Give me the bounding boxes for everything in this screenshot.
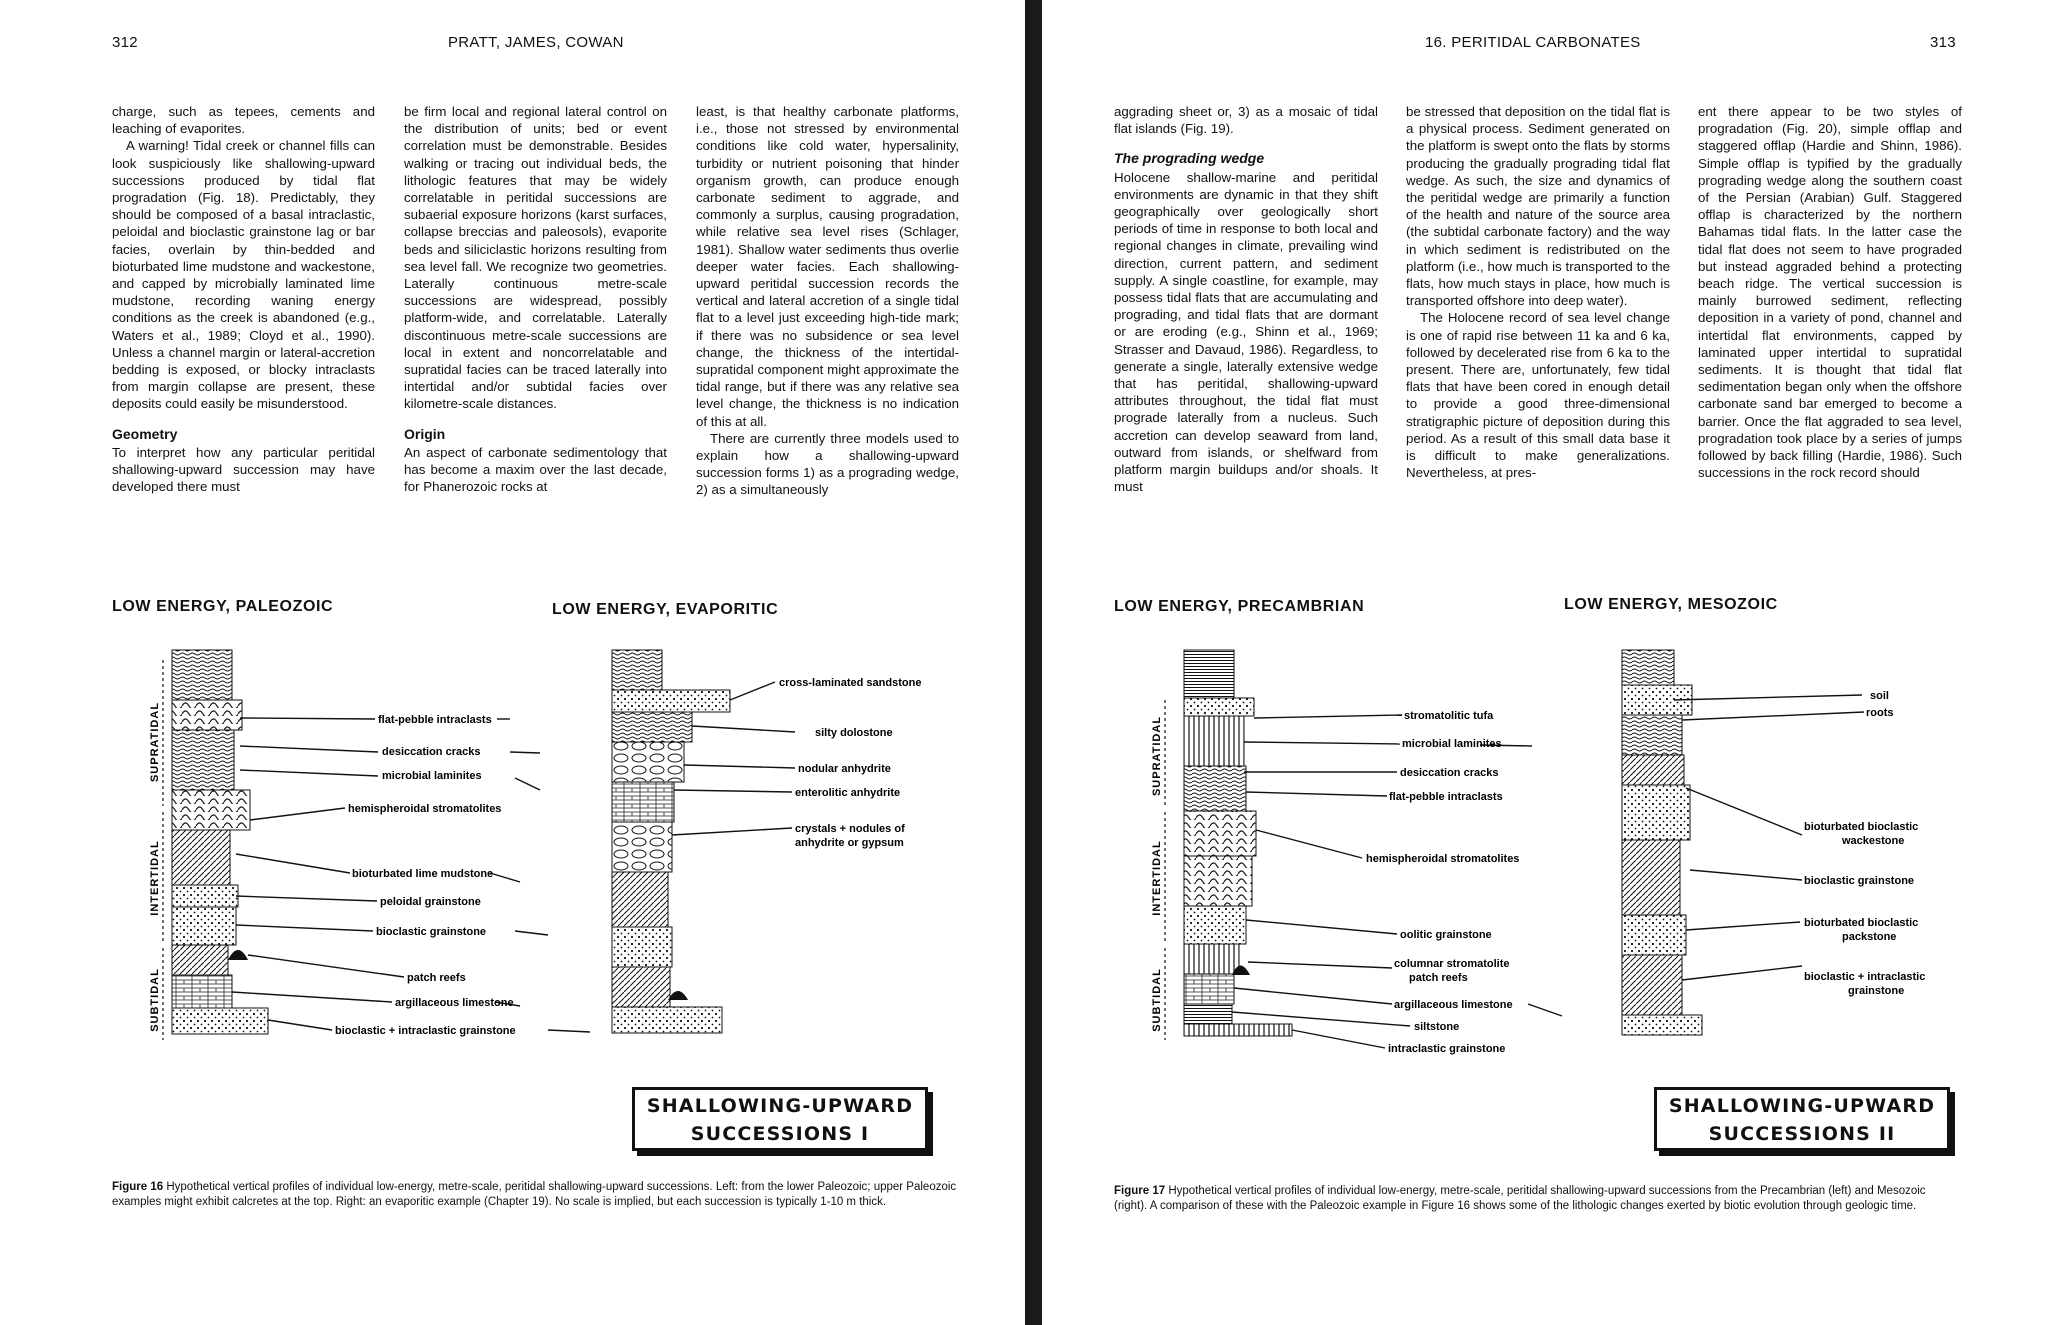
figure-label: crystals + nodules of — [795, 823, 905, 835]
paragraph: least, is that healthy carbonate platforms, i.e., those not stressed by environmental conditions like cold water, hypersalinity, turbidity or nutrient poisoning that hinder organism growth, can produce enough carbonate sediment to aggrade, and commonly a surplus, causing progradation, while relative sea level rises (Schlager, 1981). Shallow water sediments thus overlie deeper water facies. Each shallowing-upward peritidal succession records the vertical and lateral accretion of a single tidal flat to a level just exceeding high-tide mark; if there was no subsidence or sea level change, the thickness of the intertidal-supratidal component might approximate the tidal range, but if there was any relative sea level change, the thickness is no indication of this at all. — [696, 104, 959, 429]
page-number: 313 — [1930, 34, 1956, 51]
figure-label: bioclastic + intraclastic grainstone — [335, 1025, 516, 1037]
zone-label-supratidal: SUPRATIDAL — [149, 701, 161, 783]
running-head: 16. PERITIDAL CARBONATES — [1425, 34, 1641, 51]
paragraph: To interpret how any particular peritidal shallowing-upward succession may have developed there must — [112, 444, 375, 495]
running-head: PRATT, JAMES, COWAN — [448, 34, 624, 51]
zone-brackets — [1151, 700, 1165, 1040]
figure-label: oolitic grainstone — [1400, 929, 1492, 941]
paragraph: Holocene shallow-marine and peritidal environments are dynamic in that they shift geographically over geologically short periods of time in response to both local and regional changes in climate, prevailing wind direction, current pattern, and sediment supply. A single coastline, for example, may possess tidal flats that are accumulating and prograding, and tidal flats that are dormant or are eroding (e.g., Shinn et al., 1969; Strasser and Davaud, 1986). Regardless, to generate a single, laterally extensive wedge that has peritidal, shallowing-upward attributes throughout, the tidal flat must prograde laterally from a nucleus. Such accretion can develop seaward from land, outward from islands, or shelfward from platform margin buildups and/or shoals. It must — [1114, 169, 1378, 495]
right-page — [1042, 0, 2048, 1325]
zone-label-supratidal: SUPRATIDAL — [1151, 715, 1163, 797]
figure-label: bioturbated lime mudstone — [352, 868, 494, 880]
section-heading: The prograding wedge — [1114, 150, 1265, 167]
figure-label: bioturbated bioclastic — [1804, 821, 1919, 833]
figure-label: patch reefs — [407, 972, 466, 984]
figure-label: soil — [1870, 690, 1889, 702]
section-heading: Origin — [404, 425, 446, 442]
section-heading: Geometry — [112, 425, 178, 442]
paragraph: be stressed that deposition on the tidal flat is a physical process. Sediment generated on the platform is swept onto the flats by storms producing the gradually prograding tidal flat wedge. As such, the size and dynamics of the peritidal wedge are primarily a function of the health and nature of the source area (the subtidal carbonate factory) and the way in which sediment is redistributed on the platform (i.e., how much is transported to the flats, how much stays in place, how much is transported offshore into deep water). — [1406, 104, 1670, 309]
figure-title-line: SHALLOWING-UPWARD — [1668, 1095, 1936, 1117]
figure-label: argillaceous limestone — [395, 997, 514, 1009]
paragraph: charge, such as tepees, cements and leaching of evaporites. — [112, 104, 375, 137]
zone-brackets — [149, 660, 163, 1040]
figure-label: argillaceous limestone — [1394, 999, 1513, 1011]
figure-label: bioclastic grainstone — [376, 926, 487, 938]
text-column-2 — [1406, 103, 1670, 481]
figure-label: bioclastic grainstone — [1804, 875, 1915, 887]
paragraph: A warning! Tidal creek or channel fills can look suspiciously like shallowing-upward successions produced by tidal flat progradation (Fig. 18). Predictably, they should be composed of a basal intraclastic, peloidal and bioclastic grainstone lag or bar facies, overlain by thin-bedded and bioturbated lime mudstone and wackestone, and capped by microbially laminated lime mudstone, recording waning energy conditions as the creek is abandoned (e.g., Waters et al., 1989; Cloyd et al., 1990). Unless a channel margin or lateral-accretion bedding is exposed, or blocky intraclasts from margin collapse are present, these deposits could easily be misunderstood. — [112, 138, 375, 412]
figure-label: bioclastic + intraclastic — [1804, 971, 1926, 983]
figure-title-box — [632, 1087, 928, 1151]
text-column-1 — [112, 103, 375, 495]
zone-label-intertidal: INTERTIDAL — [1151, 840, 1163, 916]
figure-label: columnar stromatolite — [1394, 958, 1510, 970]
figure-title-line: SUCCESSIONS II — [1708, 1123, 1896, 1145]
text-column-2 — [404, 103, 667, 495]
figure-label: silty dolostone — [815, 727, 893, 739]
figure-title-line: SHALLOWING-UPWARD — [646, 1095, 914, 1117]
figure-label: packstone — [1842, 931, 1897, 943]
figure-panel-title: LOW ENERGY, PALEOZOIC — [112, 598, 334, 615]
figure-label: wackestone — [1842, 835, 1905, 847]
figure-title-line: SUCCESSIONS I — [690, 1123, 870, 1145]
figure-caption — [1114, 1184, 1960, 1213]
figure-label: hemispheroidal stromatolites — [348, 803, 502, 815]
page-number: 312 — [112, 34, 138, 51]
book-gutter — [1025, 0, 1042, 1325]
caption-label: Figure 16 — [112, 1181, 164, 1193]
figure-label: anhydrite or gypsum — [795, 837, 904, 849]
zone-label-subtidal: SUBTIDAL — [149, 968, 161, 1032]
paragraph: ent there appear to be two styles of progradation (Fig. 20), simple offlap and staggered offlap (Hardie and Shinn, 1986). Simple offlap is typified by the gradually prograding wedge along the southern coast of the Persian (Arabian) Gulf. Staggered offlap is characterized by the northern Bahamas tidal flats. In the latter case the tidal flat does not seem to have prograded but instead aggraded behind a protecting beach ridge. The vertical succession is mainly burrowed sediment, reflecting deposition in a variety of pond, channel and intertidal flat environments, capped by laminated upper intertidal to supratidal sediments. It is thought that tidal flat sedimentation began only when the offshore carbonate sand bar emerged to become a barrier. Once the flat aggraded to sea level, progradation took place by a series of jumps followed by back filling (Hardie, 1986). Such successions in the rock record should — [1698, 104, 1962, 481]
figure-label: microbial laminites — [1402, 738, 1502, 750]
figure-label: intraclastic grainstone — [1388, 1043, 1506, 1055]
figure-label: peloidal grainstone — [380, 896, 481, 908]
figure-label: flat-pebble intraclasts — [1389, 791, 1503, 803]
figure-panel-title: LOW ENERGY, EVAPORITIC — [552, 601, 779, 618]
stratigraphic-column-mesozoic — [1622, 650, 1702, 1035]
paragraph: aggrading sheet or, 3) as a mosaic of tidal flat islands (Fig. 19). — [1114, 104, 1378, 137]
figure-label: flat-pebble intraclasts — [378, 714, 492, 726]
figure-17-diagram — [1042, 620, 2048, 1080]
figure-label: desiccation cracks — [382, 746, 481, 758]
paragraph: The Holocene record of sea level change is one of rapid rise between 11 ka and 6 ka, followed by decelerated rise from 6 ka to the present. There are, unfortunately, few tidal flats that have been cored in enough detail to provide a good three-dimensional stratigraphic picture of deposition during this period. As a result of this small data base it is difficult to make generalizations. Nevertheless, at pres- — [1406, 310, 1670, 481]
text-column-3 — [1698, 103, 1962, 481]
stratigraphic-column-precambrian — [1184, 650, 1292, 1036]
figure-label: patch reefs — [1409, 972, 1468, 984]
figure-panel-title: LOW ENERGY, MESOZOIC — [1564, 596, 1778, 613]
paragraph: An aspect of carbonate sedimentology that has become a maxim over the last decade, for Phanerozoic rocks at — [404, 444, 667, 495]
text-column-3 — [696, 103, 959, 499]
figure-label: cross-laminated sandstone — [779, 677, 922, 689]
figure-label: grainstone — [1848, 985, 1905, 997]
figure-caption — [112, 1180, 958, 1209]
figure-label: hemispheroidal stromatolites — [1366, 853, 1520, 865]
stratigraphic-column-evaporitic — [612, 650, 730, 1033]
figure-title-box — [1654, 1087, 1950, 1151]
figure-label: enterolitic anhydrite — [795, 787, 901, 799]
figure-label: microbial laminites — [382, 770, 482, 782]
caption-label: Figure 17 — [1114, 1185, 1166, 1197]
figure-label: nodular anhydrite — [798, 763, 891, 775]
paragraph: There are currently three models used to explain how a shallowing-upward succession forms 1) as a prograding wedge, 2) as a simultaneously — [696, 430, 959, 498]
caption-text: Hypothetical vertical profiles of individual low-energy, metre-scale, peritidal shallowing-upward successions from the Precambrian (left) and Mesozoic (right). A comparison of these with the Paleozoic example in Figure 16 shows some of the lithologic changes exerted by biotic evolution through geologic time. — [1114, 1185, 1926, 1212]
zone-label-subtidal: SUBTIDAL — [1151, 968, 1163, 1032]
caption-text: Hypothetical vertical profiles of individual low-energy, metre-scale, peritidal shallowing-upward successions. Left: from the lower Paleozoic; upper Paleozoic examples might exhibit calcretes at the top. Right: an evaporitic example (Chapter 19). No scale is implied, but each succession is typically 1-10 m thick. — [112, 1181, 957, 1208]
paragraph: be firm local and regional lateral control on the distribution of units; bed or event correlation must be demonstrable. Besides walking or tracing out individual beds, the lithologic features that may be widely correlatable in peritidal successions are subaerial exposure horizons (karst surfaces, collapse breccias and paleosols), evaporite beds and siliciclastic horizons resulting from sea level fall. We recognize two geometries. Laterally continuous metre-scale successions are widespread, possibly platform-wide, and correlatable. Laterally discontinuous metre-scale successions are local in extent and noncorrelatable and supratidal facies can be traced laterally into intertidal and/or subtidal facies over kilometre-scale distances. — [404, 104, 667, 412]
zone-label-intertidal: INTERTIDAL — [149, 840, 161, 916]
figure-label: stromatolitic tufa — [1404, 710, 1494, 722]
figure-16-diagram — [0, 620, 1025, 1080]
figure-label: desiccation cracks — [1400, 767, 1499, 779]
text-column-1 — [1114, 103, 1378, 495]
figure-panel-title: LOW ENERGY, PRECAMBRIAN — [1114, 598, 1365, 615]
stratigraphic-column-paleozoic — [172, 650, 268, 1034]
figure-label: siltstone — [1414, 1021, 1460, 1033]
leader-lines — [1674, 695, 1864, 980]
figure-label: roots — [1866, 707, 1894, 719]
figure-label: bioturbated bioclastic — [1804, 917, 1919, 929]
